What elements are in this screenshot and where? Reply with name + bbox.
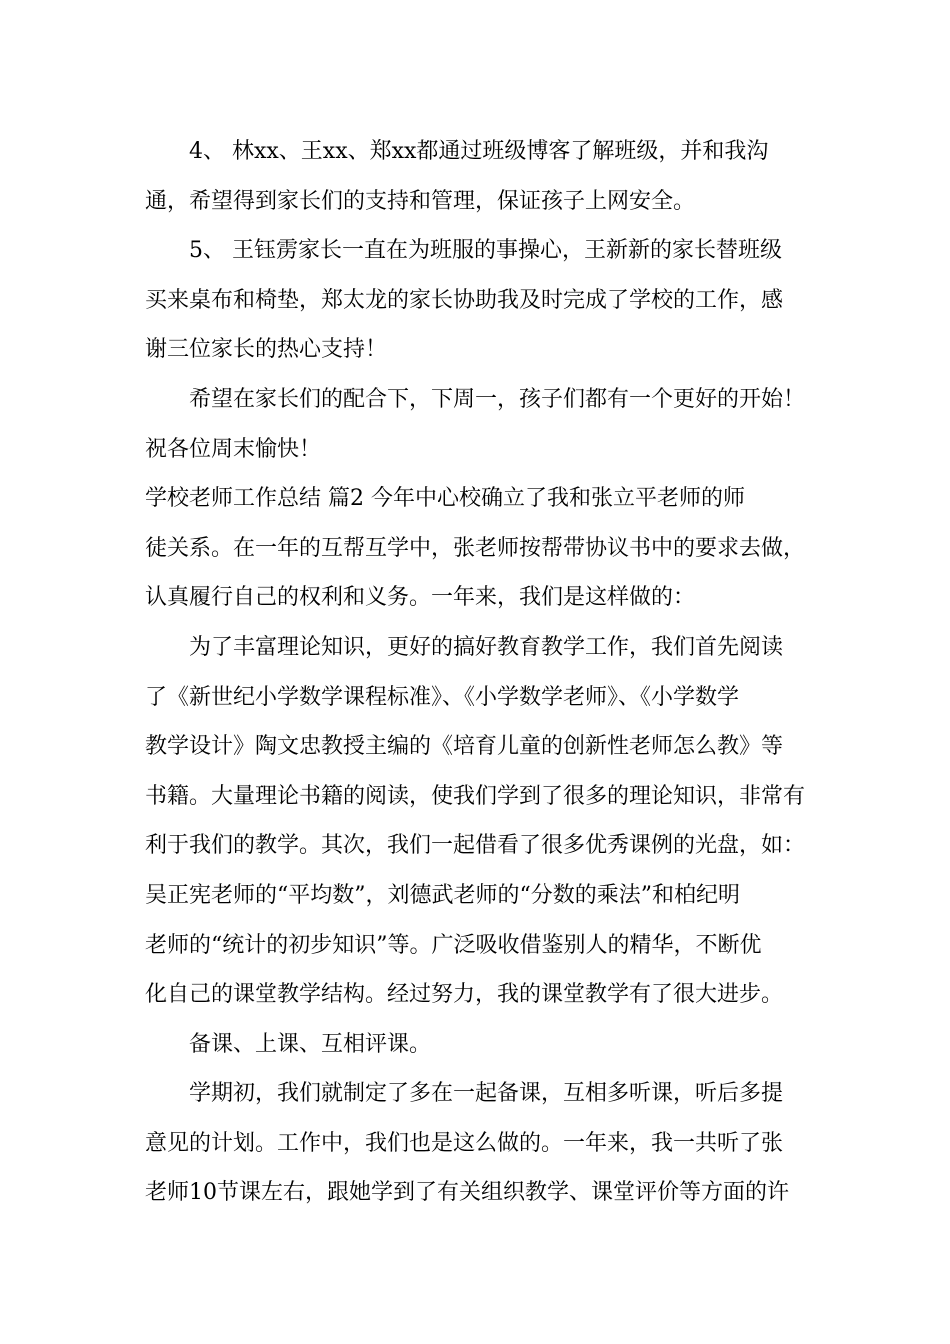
paragraph-line: 意见的计划。工作中，我们也是这么做的。一年来，我一共听了张 bbox=[145, 1130, 784, 1156]
paragraph-line: 希望在家长们的配合下，下周一，孩子们都有一个更好的开始！ bbox=[189, 386, 806, 412]
paragraph-line: 老师的“统计的初步知识”等。广泛吸收借鉴别人的精华，不断优 bbox=[145, 932, 762, 958]
paragraph-line: 徒关系。在一年的互帮互学中，张老师按帮带协议书中的要求去做， bbox=[145, 535, 806, 561]
paragraph-line: 买来桌布和椅垫，郑太龙的家长协助我及时完成了学校的工作，感 bbox=[145, 287, 784, 313]
paragraph-line: 利于我们的教学。其次，我们一起借看了很多优秀课例的光盘，如： bbox=[145, 833, 806, 859]
paragraph-line: 5、 王钰雳家长一直在为班服的事操心，王新新的家长替班级 bbox=[189, 238, 782, 264]
paragraph-line: 谢三位家长的热心支持！ bbox=[145, 337, 388, 363]
subheading-line: 备课、上课、互相评课。 bbox=[189, 1031, 432, 1057]
paragraph-line: 吴正宪老师的“平均数”，刘德武老师的“分数的乘法”和柏纪明 bbox=[145, 882, 740, 908]
paragraph-line: 了《新世纪小学数学课程标准》、《小学数学老师》、《小学数学 bbox=[145, 684, 740, 710]
paragraph-line: 化自己的课堂教学结构。经过努力，我的课堂教学有了很大进步。 bbox=[145, 982, 784, 1008]
paragraph-line: 教学设计》陶文忠教授主编的《培育儿童的创新性老师怎么教》等 bbox=[145, 734, 784, 760]
paragraph-line: 4、 林xx、王xx、郑xx都通过班级博客了解班级，并和我沟 bbox=[189, 139, 769, 164]
paragraph-line: 书籍。大量理论书籍的阅读，使我们学到了很多的理论知识，非常有 bbox=[145, 783, 806, 809]
paragraph-line: 学期初，我们就制定了多在一起备课，互相多听课，听后多提 bbox=[189, 1081, 784, 1107]
paragraph-line: 祝各位周末愉快！ bbox=[145, 436, 322, 462]
paragraph-line: 为了丰富理论知识，更好的搞好教育教学工作，我们首先阅读 bbox=[189, 634, 784, 660]
document-body bbox=[145, 127, 810, 1218]
section-heading-line: 学校老师工作总结 篇2 今年中心校确立了我和张立平老师的师 bbox=[145, 486, 745, 512]
paragraph-line: 认真履行自己的权利和义务。一年来，我们是这样做的： bbox=[145, 585, 696, 611]
paragraph-line: 通，希望得到家长们的支持和管理，保证孩子上网安全。 bbox=[145, 188, 696, 214]
paragraph-line: 老师10节课左右，跟她学到了有关组织教学、课堂评价等方面的许 bbox=[145, 1180, 789, 1206]
